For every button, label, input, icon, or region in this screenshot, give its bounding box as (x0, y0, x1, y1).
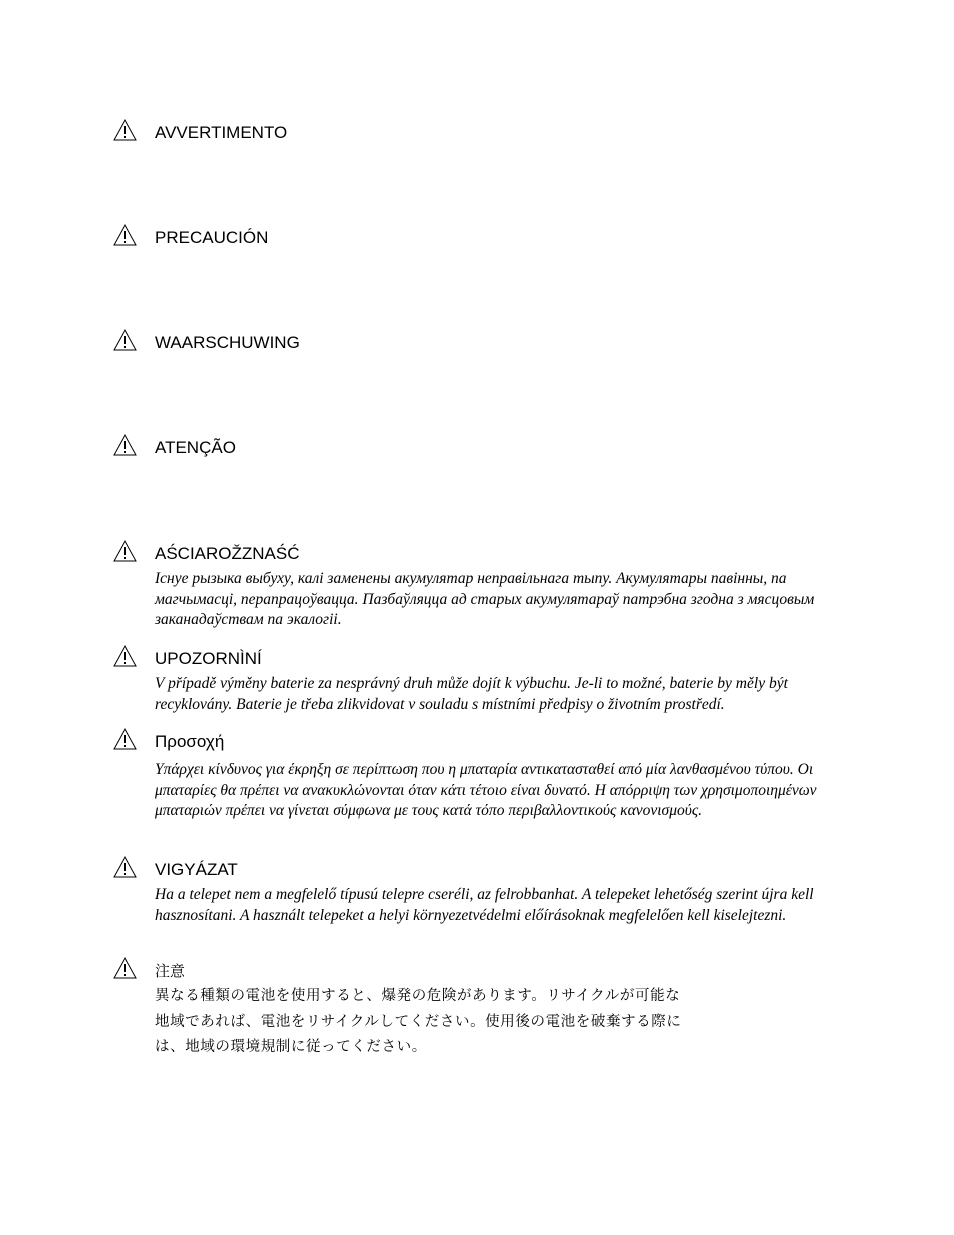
warning-title: AVVERTIMENTO (155, 123, 288, 142)
warning-title: UPOZORNÌNÍ (155, 649, 262, 668)
warning-triangle-icon (113, 119, 137, 141)
warning-text: Існуе рызыка выбуху, калі заменены акумулятар неправільнага тыпу. Акумулятары павінны, па магчымасці, перапрацоўвацца. Пазбаўляцца ад старых акумулятараў патрэбна згодна з мясцовым заканадаўствам па экалогіі. (155, 570, 815, 628)
warning-text: V případě výměny baterie za nesprávný druh může dojít k výbuchu. Je-li to možné, baterie by měly být recyklovány. Baterie je třeba zlikvidovat v souladu s místními předpisy o životním prostředí. (155, 675, 788, 713)
warning-text: 異なる種類の電池を使用すると、爆発の危険があります。リサイクルが可能な地域であれば、電池をリサイクルしてください。使用後の電池を破棄する際には、地域の環境規制に従ってください。 (155, 988, 682, 1055)
warning-triangle-icon (113, 224, 137, 246)
warning-triangle-icon (113, 957, 137, 979)
warning-triangle-icon (113, 645, 137, 667)
warning-title: 注意 (155, 962, 186, 980)
warning-title: ATENÇÃO (155, 438, 236, 457)
warning-text: Υπάρχει κίνδυνος για έκρηξη σε περίπτωση που η μπαταρία αντικατασταθεί από μία λανθασμένου τύπου. Οι μπαταρίες θα πρέπει να ανακυκλώνονται όταν κάτι τέτοιο είναι δυνατό. Η απόρριψη των χρησιμοποιημένων μπαταριών πρέπει να γίνεται σύμφωνα με τους κατά τόπο περιβαλλοντικούς κανονισμούς. (155, 761, 817, 819)
warning-title: VIGYÁZAT (155, 860, 238, 879)
warning-triangle-icon (113, 329, 137, 351)
warning-triangle-icon (113, 434, 137, 456)
warning-title: PRECAUCIÓN (155, 228, 269, 247)
warning-title: WAARSCHUWING (155, 333, 300, 352)
warning-triangle-icon (113, 728, 137, 750)
warning-triangle-icon (113, 540, 137, 562)
warning-text: Ha a telepet nem a megfelelő típusú telepre cseréli, az felrobbanhat. A telepeket lehetőség szerint újra kell hasznosítani. A használt telepeket a helyi környezetvédelmi előírásoknak megfelelően kell kiselejtezni. (155, 886, 814, 924)
warning-title: Προσοχή (155, 732, 225, 751)
warning-title: AŚCIAROŽZNAŚĆ (155, 544, 300, 563)
warning-triangle-icon (113, 856, 137, 878)
